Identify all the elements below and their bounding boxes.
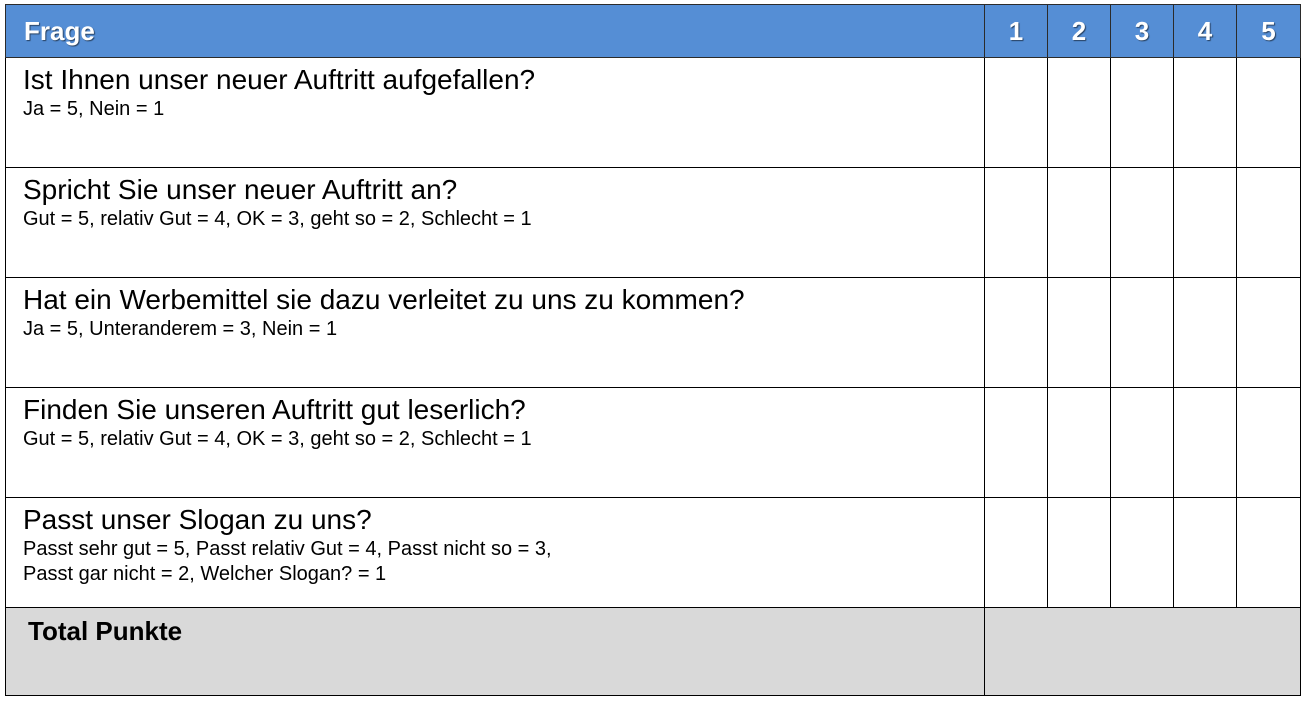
question-text: Spricht Sie unser neuer Auftritt an? [23, 174, 458, 205]
table-row [6, 498, 1301, 608]
total-label-cell [6, 608, 985, 696]
header-question: Frage [6, 5, 985, 58]
question-scale [23, 207, 984, 232]
header-rating-3: 3 [1111, 5, 1174, 58]
question-cell [6, 168, 985, 278]
rating-box-1[interactable] [985, 58, 1048, 168]
rating-box-3[interactable] [1111, 278, 1174, 388]
rating-box-2[interactable] [1048, 498, 1111, 608]
rating-box-1[interactable] [985, 498, 1048, 608]
question-cell [6, 278, 985, 388]
total-row [6, 608, 1301, 696]
question-text: Ist Ihnen unser neuer Auftritt aufgefallen? [23, 64, 536, 95]
table-row [6, 388, 1301, 498]
scale-line: Ja = 5, Unteranderem = 3, Nein = 1 [23, 318, 338, 340]
scale-line: Ja = 5, Nein = 1 [23, 98, 165, 120]
rating-box-5[interactable] [1237, 58, 1301, 168]
table-row [6, 58, 1301, 168]
rating-box-5[interactable] [1237, 388, 1301, 498]
rating-box-2[interactable] [1048, 278, 1111, 388]
question-text: Finden Sie unseren Auftritt gut leserlich? [23, 394, 526, 425]
rating-box-3[interactable] [1111, 498, 1174, 608]
rating-box-1[interactable] [985, 278, 1048, 388]
scale-line: Gut = 5, relativ Gut = 4, OK = 3, geht so = 2, Schlecht = 1 [23, 428, 532, 450]
total-label: Total Punkte [28, 616, 183, 646]
rating-box-1[interactable] [985, 388, 1048, 498]
rating-box-5[interactable] [1237, 168, 1301, 278]
survey-table [5, 4, 1301, 696]
rating-box-4[interactable] [1174, 278, 1237, 388]
header-rating-5: 5 [1237, 5, 1301, 58]
header-rating-4: 4 [1174, 5, 1237, 58]
rating-box-2[interactable] [1048, 58, 1111, 168]
rating-box-1[interactable] [985, 168, 1048, 278]
rating-box-3[interactable] [1111, 388, 1174, 498]
rating-box-4[interactable] [1174, 388, 1237, 498]
question-scale [23, 537, 984, 587]
table-row [6, 168, 1301, 278]
rating-box-5[interactable] [1237, 498, 1301, 608]
rating-box-4[interactable] [1174, 58, 1237, 168]
rating-box-4[interactable] [1174, 168, 1237, 278]
question-text: Hat ein Werbemittel sie dazu verleitet zu uns zu kommen? [23, 284, 745, 315]
rating-box-2[interactable] [1048, 388, 1111, 498]
header-rating-1: 1 [985, 5, 1048, 58]
question-cell [6, 58, 985, 168]
rating-box-4[interactable] [1174, 498, 1237, 608]
scale-line: Passt gar nicht = 2, Welcher Slogan? = 1 [23, 563, 387, 585]
total-value-cell[interactable] [985, 608, 1301, 696]
question-scale [23, 97, 984, 122]
scale-line: Gut = 5, relativ Gut = 4, OK = 3, geht so = 2, Schlecht = 1 [23, 208, 532, 230]
scale-line: Passt sehr gut = 5, Passt relativ Gut = 4, Passt nicht so = 3, [23, 538, 552, 560]
rating-box-3[interactable] [1111, 58, 1174, 168]
table-header-row [6, 5, 1301, 58]
question-scale [23, 427, 984, 452]
question-cell [6, 388, 985, 498]
question-scale [23, 317, 984, 342]
rating-box-3[interactable] [1111, 168, 1174, 278]
question-cell [6, 498, 985, 608]
rating-box-5[interactable] [1237, 278, 1301, 388]
table-row [6, 278, 1301, 388]
header-rating-2: 2 [1048, 5, 1111, 58]
rating-box-2[interactable] [1048, 168, 1111, 278]
question-text: Passt unser Slogan zu uns? [23, 504, 372, 535]
